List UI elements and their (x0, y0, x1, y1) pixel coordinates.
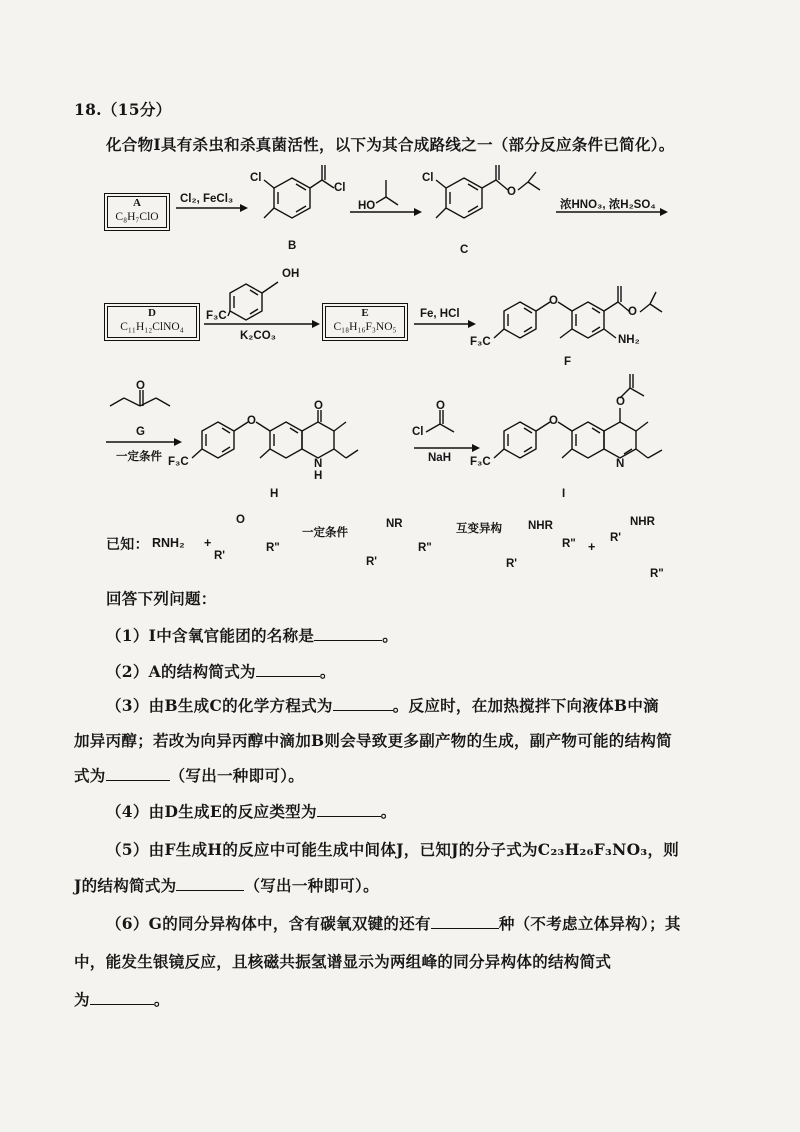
compound-a-box (104, 193, 170, 231)
atom-f3c-i: F₃C (470, 456, 491, 468)
compound-d-box (104, 303, 200, 341)
answer-blank-5[interactable] (176, 878, 244, 891)
atom-ho: HO (358, 200, 376, 212)
compound-g-structure (110, 390, 170, 406)
compound-i-structure (494, 374, 662, 458)
atom-f3c-reagent: F₃C (206, 310, 227, 322)
question-5-text-b: J的结构简式为 (74, 876, 177, 895)
phenol-reagent-structure (228, 282, 278, 320)
compound-g-label: G (136, 426, 145, 438)
answer-blank-6b[interactable] (90, 992, 154, 1005)
question-5-text-c: （写出一种即可）。 (244, 876, 379, 895)
compound-f-label: F (564, 356, 572, 368)
known-r2-d: R" (650, 568, 664, 580)
question-4-text: （4）由D生成E的反应类型为 (106, 802, 317, 821)
atom-o-acetyl: O (436, 400, 445, 412)
known-r1-b: R' (366, 556, 378, 568)
question-intro: 化合物I具有杀虫和杀真菌活性，以下为其合成路线之一（部分反应条件已简化）。 (106, 135, 675, 154)
reagent-a-b: Cl₂, FeCl₃ (180, 193, 234, 205)
known-plus-1: + (204, 536, 212, 550)
atom-cl-c: Cl (422, 172, 434, 184)
question-3-line-2: 加异丙醇；若改为向异丙醇中滴加B则会导致更多副产物的生成，副产物可能的结构简 (74, 731, 673, 750)
period: 。 (153, 990, 170, 1009)
question-3-text-a: （3）由B生成C的化学方程式为 (106, 696, 333, 715)
period: 。 (382, 626, 399, 645)
atom-oh: OH (282, 268, 300, 280)
atom-o-i-ester: O (616, 396, 625, 408)
known-plus-2: + (588, 540, 596, 554)
atom-n-h: N (314, 458, 323, 470)
atom-o-f-ester: O (628, 306, 637, 318)
known-tautomer: 互变异构 (456, 523, 502, 535)
answer-blank-3a[interactable] (333, 698, 393, 711)
question-5-line-1: （5）由F生成H的反应中可能生成中间体J，已知J的分子式为C₂₃H₂₆F₃NO₃，则 (106, 840, 680, 859)
reagent-c-d: 浓HNO₃, 浓H₂SO₄ (560, 199, 656, 211)
question-1-text: （1）I中含氧官能团的名称是 (106, 626, 315, 645)
known-r1-a: R' (214, 550, 226, 562)
reagent-e-f: Fe, HCl (420, 308, 460, 320)
compound-b-label: B (288, 240, 297, 252)
question-6-text-a: （6）G的同分异构体中，含有碳氧双键的还有 (106, 914, 431, 933)
isopropanol-structure (376, 180, 398, 205)
acetyl-chloride-structure (426, 410, 454, 432)
compound-e-name: E (361, 307, 369, 319)
compound-h-label: H (270, 488, 279, 500)
atom-n-i: N (616, 458, 625, 470)
compound-a-name: A (133, 197, 141, 209)
compound-c-structure (436, 165, 540, 218)
reagent-d-e-bottom: K₂CO₃ (240, 330, 276, 342)
question-6-line-1 (106, 912, 681, 934)
question-4 (106, 800, 397, 822)
atom-o-i: O (549, 415, 558, 427)
known-nhr-1: NHR (528, 520, 553, 532)
question-2-text: （2）A的结构简式为 (106, 662, 256, 681)
known-r2-c: R" (562, 538, 576, 550)
atom-h-h: H (314, 470, 323, 482)
atom-o-h: O (247, 415, 256, 427)
question-6-text-b: 种（不考虑立体异构）；其 (498, 914, 681, 933)
question-3-text-d: 式为 (74, 766, 106, 785)
compound-e-box (322, 303, 408, 341)
question-1 (106, 624, 398, 646)
known-o: O (236, 514, 245, 526)
atom-cl-acetyl: Cl (412, 426, 424, 438)
known-prefix: 已知： (106, 537, 149, 553)
question-2 (106, 660, 336, 682)
synthesis-scheme (0, 0, 800, 520)
answer-blank-1[interactable] (314, 628, 382, 641)
question-6-text-d: 为 (74, 990, 90, 1009)
atom-cl-b: Cl (250, 172, 262, 184)
known-cond: 一定条件 (302, 527, 348, 539)
answer-blank-2[interactable] (256, 664, 320, 677)
atom-o-g: O (136, 380, 145, 392)
period: 。 (380, 802, 397, 821)
known-rnh2: RNH₂ (152, 536, 185, 550)
known-r1-d: R' (610, 532, 622, 544)
compound-d-name: D (148, 307, 156, 319)
compound-c-label: C (460, 244, 469, 256)
question-3-line-3 (74, 764, 304, 786)
period: 。 (319, 662, 336, 681)
question-number: 18.（15分） (74, 100, 172, 119)
known-nr: NR (386, 518, 403, 530)
question-5-line-2 (74, 874, 379, 896)
compound-h-structure (192, 410, 358, 458)
atom-o-f: O (549, 295, 558, 307)
question-3-text-b: 。反应时，在加热搅拌下向液体B中滴 (392, 696, 659, 715)
answer-blank-3b[interactable] (106, 768, 170, 781)
questions-heading: 回答下列问题： (106, 589, 217, 608)
known-nhr-2: NHR (630, 516, 655, 528)
question-3-line-1 (106, 694, 659, 716)
question-6-line-2: 中，能发生银镜反应，且核磁共振氢谱显示为两组峰的同分异构体的结构简式 (74, 952, 612, 971)
compound-b-structure (264, 165, 334, 218)
known-r2-b: R" (418, 542, 432, 554)
compound-d-formula: C₁₁H₁₂ClNO₄ (120, 321, 184, 333)
known-r1-c: R' (506, 558, 518, 570)
question-6-line-3 (74, 988, 170, 1010)
atom-cl-b-acyl: Cl (334, 182, 346, 194)
compound-e-formula: C₁₈H₁₆F₃NO₅ (333, 321, 397, 333)
compound-i-label: I (562, 488, 566, 500)
atom-f3c-h: F₃C (168, 456, 189, 468)
atom-o-h-ketone: O (314, 400, 323, 412)
atom-f3c-f: F₃C (470, 336, 491, 348)
condition-f-h: 一定条件 (116, 451, 162, 463)
atom-nh2: NH₂ (618, 334, 640, 346)
atom-o-c: O (507, 186, 516, 198)
compound-a-formula: C₈H₇ClO (115, 211, 159, 223)
question-3-text-e: （写出一种即可）。 (169, 766, 305, 785)
known-r2-a: R" (266, 542, 280, 554)
answer-blank-4[interactable] (317, 804, 381, 817)
answer-blank-6a[interactable] (431, 916, 499, 929)
reagent-h-i-bottom: NaH (428, 452, 452, 464)
